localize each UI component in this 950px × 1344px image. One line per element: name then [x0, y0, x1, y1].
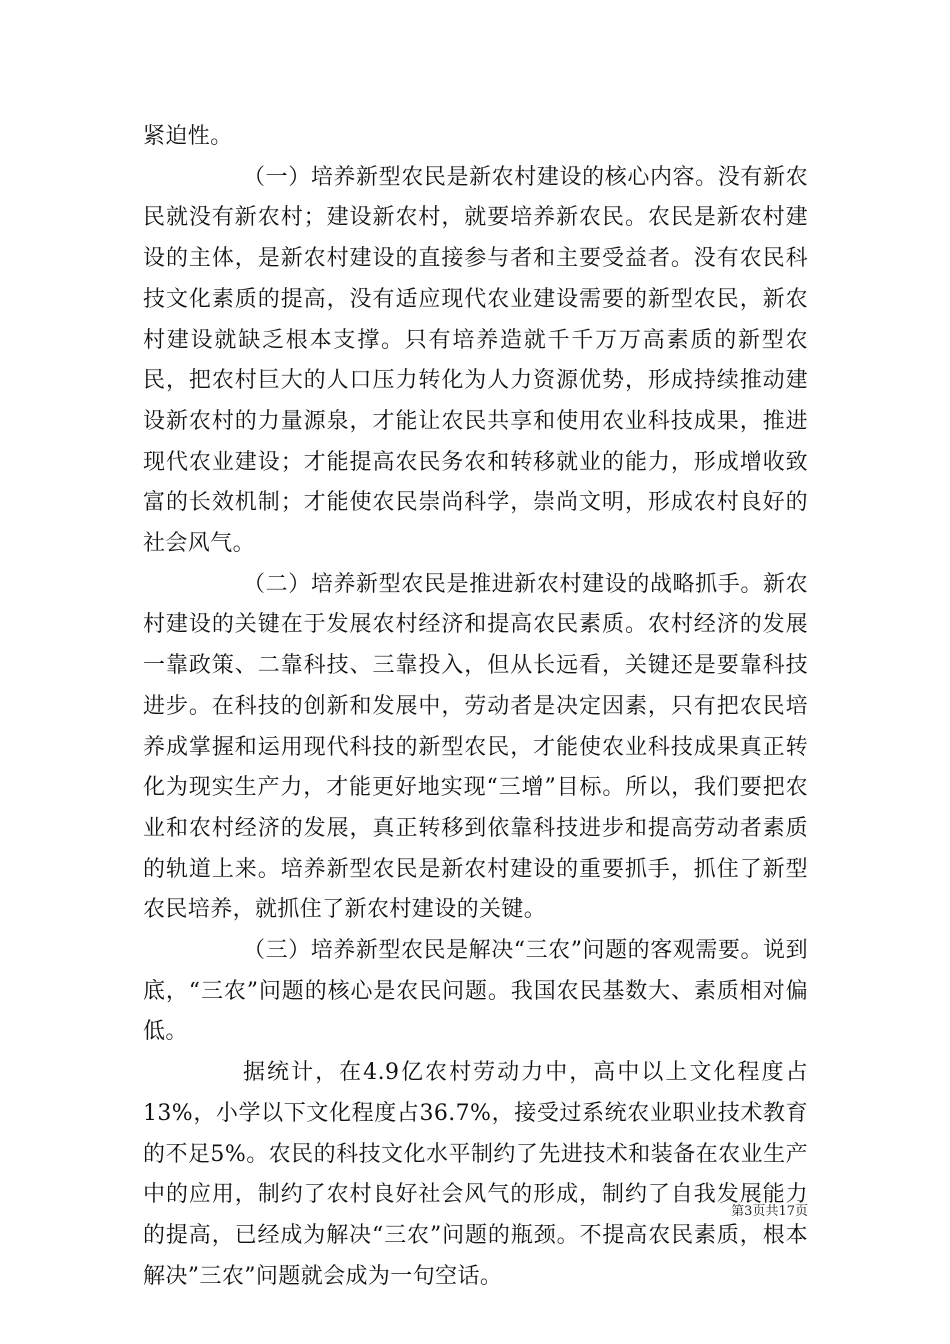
- paragraph-section-3: （三）培养新型农民是解决“三农”问题的客观需要。说到底，“三农”问题的核心是农民问题。我国农民基数大、素质相对偏低。: [143, 938, 808, 1045]
- paragraph-section-2: （二）培养新型农民是推进新农村建设的战略抓手。新农村建设的关键在于发展农村经济和提高农民素质。农村经济的发展一靠政策、二靠科技、三靠投入，但从长远看，关键还是要靠科技进步。在科技的创新和发展中，劳动者是决定因素，只有把农民培养成掌握和运用现代科技的新型农民，才能使农业科技成果真正转化为现实生产力，才能更好地实现“三增”目标。所以，我们要把农业和农村经济的发展，真正转移到依靠科技进步和提高劳动者素质的轨道上来。培养新型农民是新农村建设的重要抓手，抓住了新型农民培养，就抓住了新农村建设的关键。: [143, 571, 808, 923]
- page-number-footer: 第3页共17页: [731, 1204, 808, 1219]
- paragraph-continuation: 紧迫性。: [143, 124, 233, 149]
- paragraph-section-1: （一）培养新型农民是新农村建设的核心内容。没有新农民就没有新农村；建设新农村，就要培养新农民。农民是新农村建设的主体，是新农村建设的直接参与者和主要受益者。没有农民科技文化素质的提高，没有适应现代农业建设需要的新型农民，新农村建设就缺乏根本支撑。只有培养造就千千万万高素质的新型农民，把农村巨大的人口压力转化为人力资源优势，形成持续推动建设新农村的力量源泉，才能让农民共享和使用农业科技成果，推进现代农业建设；才能提高农民务农和转移就业的能力，形成增收致富的长效机制；才能使农民崇尚科学，崇尚文明，形成农村良好的社会风气。: [143, 164, 808, 557]
- document-body: [143, 117, 808, 1297]
- paragraph-statistics: 据统计，在4.9亿农村劳动力中，高中以上文化程度占13%，小学以下文化程度占36.7%，接受过系统农业职业技术教育的不足5%。农民的科技文化水平制约了先进技术和装备在农业生产中的应用，制约了农村良好社会风气的形成，制约了自我发展能力的提高，已经成为解决“三农”问题的瓶颈。不提高农民素质，根本解决”三农”问题就会成为一句空话。: [143, 1060, 808, 1289]
